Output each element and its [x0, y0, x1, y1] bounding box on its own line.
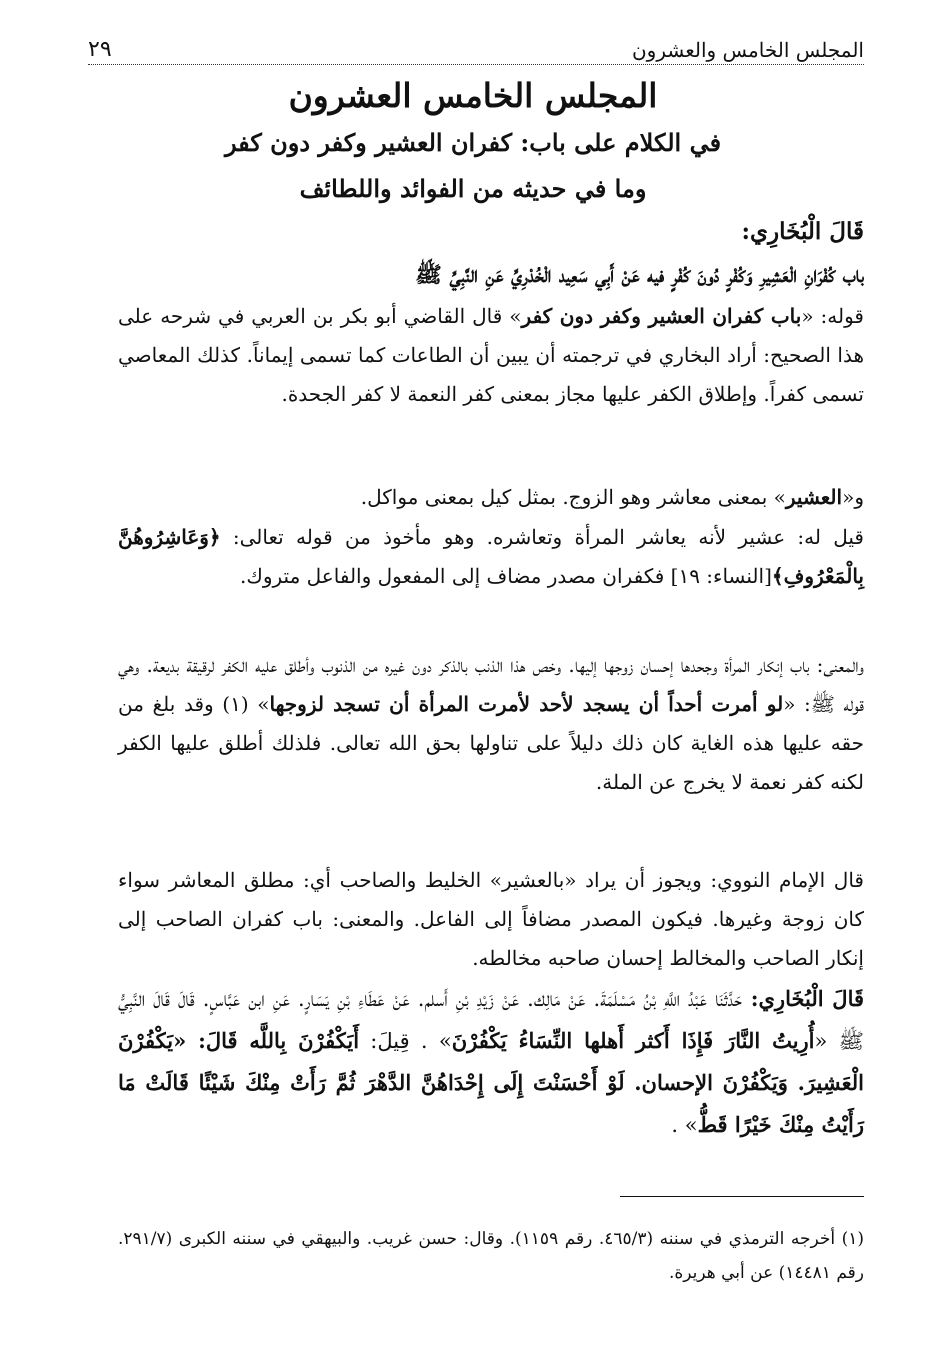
paragraph-4 — [118, 646, 864, 802]
paragraph-6-hadith-1: أُرِيتُ النَّارَ فَإِذَا أَكثر أَهلها النِّسَاءُ يَكْفُرْنَ — [451, 1028, 815, 1053]
paragraph-1-intro: قوله: « — [801, 304, 864, 328]
paragraph-6-end: » . — [671, 1113, 698, 1137]
running-title: المجلس الخامس والعشرون — [626, 38, 864, 62]
paragraph-1-text: » قال القاضي أبو بكر بن العربي في شرحه على هذا الصحيح: أراد البخاري في ترجمته أن يبين أن الطاعات كما تسمى إيماناً. كذلك المعاصي تسمى كفراً. وإطلاق الكفر عليها مجاز بمعنى كفر النعمة لا كفر الجحدة. — [118, 304, 864, 406]
paragraph-4-hadith: لو أمرت أحداً أن يسجد لأحد لأمرت المرأة أن تسجد لزوجها — [269, 692, 784, 716]
bukhari-heading: قَالَ الْبُخَارِي: — [741, 218, 864, 245]
paragraph-3-intro: قيل له: عشير لأنه يعاشر المرأة وتعاشره. وهو مأخوذ من قوله تعالى: — [220, 525, 864, 549]
paragraph-3 — [118, 518, 864, 596]
paragraph-6 — [118, 978, 864, 1146]
page-number: ٢٩ — [88, 37, 112, 62]
paragraph-4-intro: والمعنى: باب إنكار المرأة وجحدها إحسان زوجها إليها. وخص هذا الذنب بالذكر دون غيره من الذنوب وأطلق عليه الكفر لرقيقة بديعة. وهي قوله ﷺ: « — [118, 653, 864, 716]
paragraph-2-term: العشير — [785, 485, 843, 509]
footnote: (١) أخرجه الترمذي في سننه (٤٦٥/٣. رقم ١١٥٩). وقال: حسن غريب. والبيهقي في سننه الكبرى (٢٩١/٧. رقم ١٤٤٨١) عن أبي هريرة. — [118, 1229, 864, 1283]
paragraph-1-quote: باب كفران العشير وكفر دون كفر — [521, 304, 802, 328]
paragraph-6-chain: حَدَّثَنَا عَبْدُ اللَّهِ بْنُ مَسْلَمَةَ. عَنْ مَالِك. عَنْ زَيْدِ بْنِ أَسلم. عَنْ عَطَاءِ بْنِ يَسَارٍ. عَنِ ابن عَبَّاسٍ. قَالَ قَالَ النَّبِيُّ ﷺ « — [118, 987, 864, 1053]
paragraph-5: قال الإمام النووي: ويجوز أن يراد «بالعشير» الخليط والصاحب أي: مطلق المعاشر سواء كان زوجة وغيرها. فيكون المصدر مضافاً إلى الفاعل. والمعنى: باب كفران الصاحب إلى إنكار الصاحب والمخالط إحسان صاحبه مخالطه. — [118, 868, 864, 970]
paragraph-1 — [118, 297, 864, 414]
chapter-subtitle-line-2: وما في حديثه من الفوائد واللطائف — [299, 174, 647, 203]
paragraph-6-mid: » . قِيلَ: — [359, 1029, 452, 1053]
paragraph-2-intro: و« — [842, 485, 864, 509]
bab-heading: باب كُفْرَانِ الْعَشِيرِ وَكُفْرٍ دُونَ كُفْرٍ فيه عَنْ أَبِي سَعِيد الْخُدْرِيِّ عَنِ النَّبِيِّ ﷺ — [415, 262, 864, 288]
footnote-divider — [620, 1196, 864, 1197]
chapter-subtitle-line-1: في الكلام على باب: كفران العشير وكفر دون كفر — [224, 128, 722, 157]
paragraph-6-label: قَالَ الْبُخَارِي: — [742, 986, 865, 1011]
paragraph-3-text: [النساء: ١٩] فكفران مصدر مضاف إلى المفعول والفاعل متروك. — [240, 564, 772, 588]
paragraph-4-text: » (١) وقد بلغ من حقه عليها هذه الغاية كان ذلك دليلاً على تناولها بحق الله تعالى. فلذلك أطلق عليها الكفر لكنه كفر نعمة لا يخرج عن الملة. — [118, 692, 864, 794]
chapter-title: المجلس الخامس العشرون — [288, 76, 658, 115]
running-header — [88, 22, 864, 65]
paragraph-3-verse: ﴿وَعَاشِرُوهُنَّ بِالْمَعْرُوفِ﴾ — [118, 525, 864, 588]
paragraph-2-text: » بمعنى معاشر وهو الزوج. بمثل كيل بمعنى مواكل. — [360, 485, 786, 509]
paragraph-2 — [118, 478, 864, 517]
paragraph-6-hadith-2: أَيَكْفُرْنَ بِاللَّه قَالَ: «يَكْفُرْنَ الْعَشِيرَ. وَيَكْفُرْنَ الإحسان. لَوْ أَحْسَنْتَ إِلَى إِحْدَاهُنَّ الدَّهْرَ ثُمَّ رَأَتْ مِنْكَ شَيْئًا قَالَتْ مَا رَأَيْتُ مِنْكَ خَيْرًا قَطُّ — [118, 1028, 864, 1137]
